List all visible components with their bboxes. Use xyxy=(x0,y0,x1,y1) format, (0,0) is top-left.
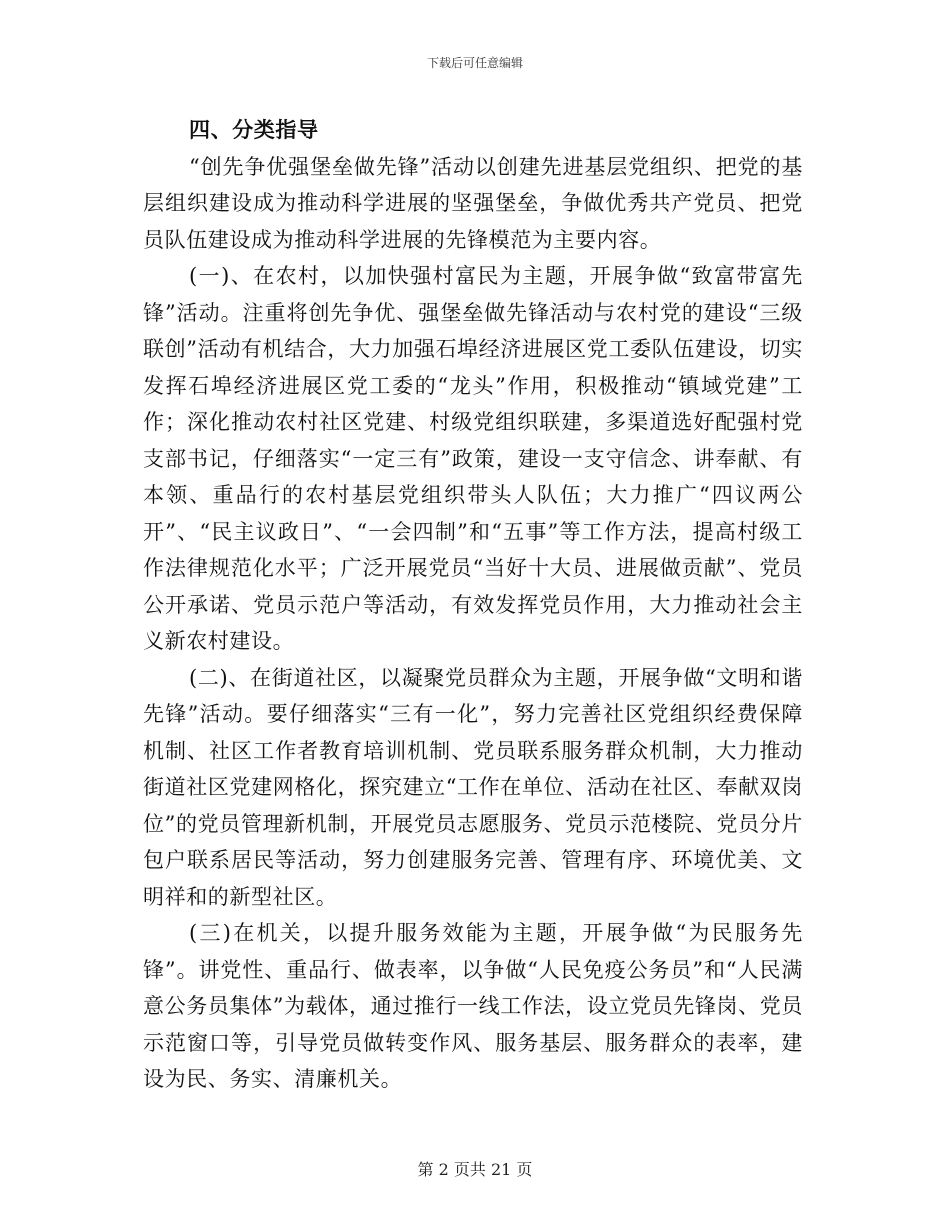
paragraph-government: (三)在机关，以提升服务效能为主题，开展争做“为民服务先锋”。讲党性、重品行、做表率，以争做“人民免疫公务员”和“人民满意公务员集体”为载体，通过推行一线工作法，设立党员先锋岗、党员示范窗口等，引导党员做转变作风、服务基层、服务群众的表率，建设为民、务实、清廉机关。 xyxy=(143,921,803,1091)
header-note: 下载后可任意编辑 xyxy=(426,56,523,70)
document-body xyxy=(143,112,803,1098)
page-indicator: 第 2 页共 21 页 xyxy=(417,1160,533,1179)
paragraph-community: (二)、在街道社区，以凝聚党员群众为主题，开展争做“文明和谐先锋”活动。要仔细落实“三有一化”，努力完善社区党组织经费保障机制、社区工作者教育培训机制、党员联系服务群众机制，大力推动街道社区党建网格化，探究建立“工作在单位、活动在社区、奉献双岗位”的党员管理新机制，开展党员志愿服务、党员示范楼院、党员分片包户联系居民等活动，努力创建服务完善、管理有序、环境优美、文明祥和的新型社区。 xyxy=(143,665,803,909)
paragraph-rural: (一)、在农村，以加快强村富民为主题，开展争做“致富带富先锋”活动。注重将创先争优、强堡垒做先锋活动与农村党的建设“三级联创”活动有机结合，大力加强石埠经济进展区党工委队伍建设，切实发挥石埠经济进展区党工委的“龙头”作用，积极推动“镇域党建”工作；深化推动农村社区党建、村级党组织联建，多渠道选好配强村党支部书记，仔细落实“一定三有”政策，建设一支守信念、讲奉献、有本领、重品行的农村基层党组织带头人队伍；大力推广“四议两公开”、“民主议政日”、“一会四制”和“五事”等工作方法，提高村级工作法律规范化水平；广泛开展党员“当好十大员、进展做贡献”、党员公开承诺、党员示范户等活动，有效发挥党员作用，大力推动社会主义新农村建设。 xyxy=(143,264,803,653)
section-heading: 四、分类指导 xyxy=(189,117,319,142)
paragraph-intro: “创先争优强堡垒做先锋”活动以创建先进基层党组织、把党的基层组织建设成为推动科学进展的坚强堡垒，争做优秀共产党员、把党员队伍建设成为推动科学进展的先锋模范为主要内容。 xyxy=(143,154,803,252)
